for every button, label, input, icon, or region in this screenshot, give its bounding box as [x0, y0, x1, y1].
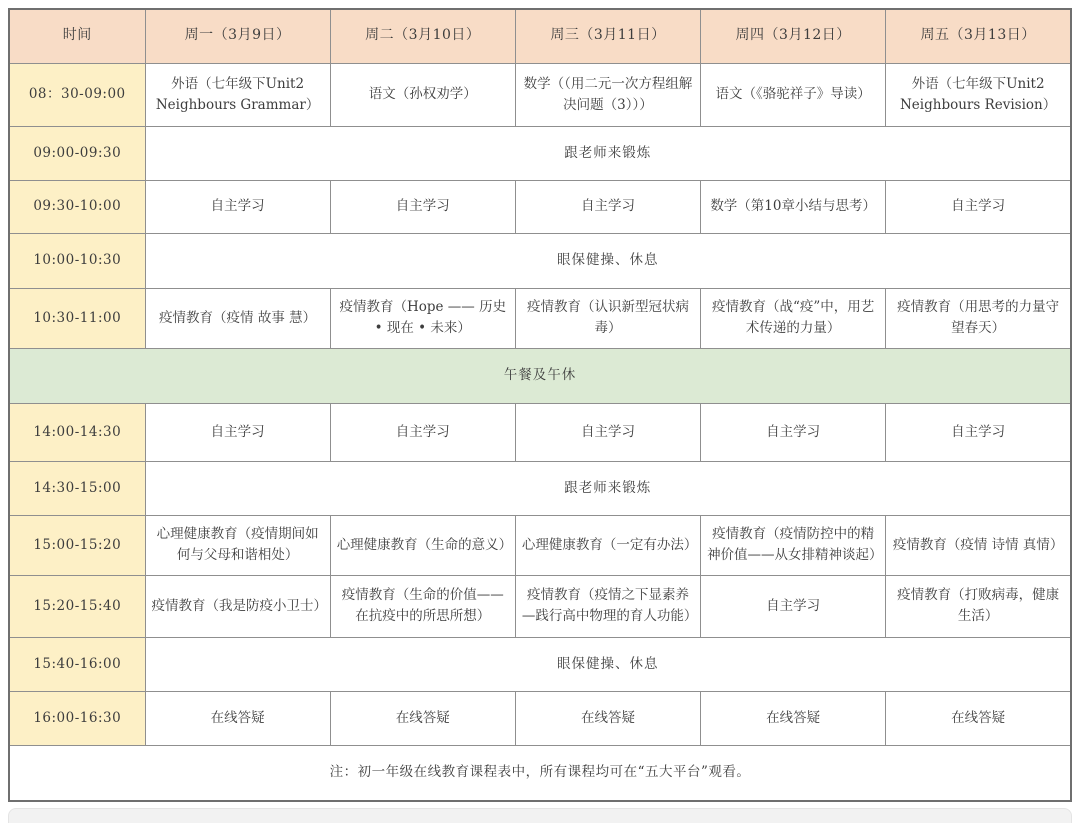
header-day-2: 周二（3月10日）: [330, 9, 515, 63]
course-cell: 自主学习: [330, 180, 515, 233]
time-cell: 10:30-11:00: [9, 288, 145, 348]
course-cell: 在线答疑: [886, 691, 1071, 745]
lunch-break-cell: 午餐及午休: [9, 348, 1071, 403]
course-cell: 自主学习: [886, 403, 1071, 461]
page-bottom-strip: [8, 808, 1072, 823]
schedule-table: [8, 8, 1072, 802]
time-cell: 14:30-15:00: [9, 461, 145, 515]
time-cell: 08：30-09:00: [9, 63, 145, 126]
course-cell: 心理健康教育（一定有办法）: [515, 515, 700, 575]
time-cell: 16:00-16:30: [9, 691, 145, 745]
course-cell: 外语（七年级下Unit2 Neighbours Grammar）: [145, 63, 330, 126]
header-row: [9, 9, 1071, 63]
table-row: [9, 691, 1071, 745]
course-cell: 在线答疑: [145, 691, 330, 745]
course-cell: 自主学习: [701, 575, 886, 637]
course-cell: 疫情教育（打败病毒，健康生活）: [886, 575, 1071, 637]
course-cell: 在线答疑: [515, 691, 700, 745]
course-cell: 语文（孙权劝学）: [330, 63, 515, 126]
course-cell: 心理健康教育（疫情期间如何与父母和谐相处）: [145, 515, 330, 575]
course-cell: 疫情教育（疫情之下显素养—践行高中物理的育人功能）: [515, 575, 700, 637]
activity-cell: 眼保健操、休息: [145, 233, 1071, 288]
time-cell: 09:00-09:30: [9, 126, 145, 180]
course-cell: 自主学习: [145, 403, 330, 461]
header-day-5: 周五（3月13日）: [886, 9, 1071, 63]
course-cell: 自主学习: [145, 180, 330, 233]
table-row: [9, 180, 1071, 233]
table-row: [9, 348, 1071, 403]
activity-cell: 眼保健操、休息: [145, 637, 1071, 691]
time-cell: 14:00-14:30: [9, 403, 145, 461]
course-cell: 疫情教育（Hope —— 历史 • 现在 • 未来）: [330, 288, 515, 348]
course-cell: 数学（第10章小结与思考）: [701, 180, 886, 233]
course-cell: 疫情教育（战“疫”中，用艺术传递的力量）: [701, 288, 886, 348]
course-cell: 疫情教育（用思考的力量守望春天）: [886, 288, 1071, 348]
course-cell: 在线答疑: [330, 691, 515, 745]
course-cell: 数学（（用二元一次方程组解决问题（3）））: [515, 63, 700, 126]
course-cell: 疫情教育（认识新型冠状病毒）: [515, 288, 700, 348]
course-cell: 自主学习: [886, 180, 1071, 233]
course-cell: 心理健康教育（生命的意义）: [330, 515, 515, 575]
header-day-1: 周一（3月9日）: [145, 9, 330, 63]
time-cell: 15:00-15:20: [9, 515, 145, 575]
course-cell: 疫情教育（我是防疫小卫士）: [145, 575, 330, 637]
table-row: [9, 63, 1071, 126]
time-cell: 10:00-10:30: [9, 233, 145, 288]
course-cell: 自主学习: [701, 403, 886, 461]
header-time: 时间: [9, 9, 145, 63]
table-row: [9, 637, 1071, 691]
course-cell: 疫情教育（疫情 故事 慧）: [145, 288, 330, 348]
table-row: [9, 403, 1071, 461]
time-cell: 09:30-10:00: [9, 180, 145, 233]
table-row: [9, 575, 1071, 637]
table-row: [9, 745, 1071, 801]
time-cell: 15:40-16:00: [9, 637, 145, 691]
course-cell: 语文（《骆驼祥子》导读）: [701, 63, 886, 126]
header-day-4: 周四（3月12日）: [701, 9, 886, 63]
course-cell: 自主学习: [330, 403, 515, 461]
course-cell: 外语（七年级下Unit2 Neighbours Revision）: [886, 63, 1071, 126]
table-row: [9, 461, 1071, 515]
header-day-3: 周三（3月11日）: [515, 9, 700, 63]
activity-cell: 跟老师来锻炼: [145, 461, 1071, 515]
time-cell: 15:20-15:40: [9, 575, 145, 637]
note-cell: 注：初一年级在线教育课程表中，所有课程均可在“五大平台”观看。: [9, 745, 1071, 801]
table-row: [9, 515, 1071, 575]
course-cell: 疫情教育（生命的价值——在抗疫中的所思所想）: [330, 575, 515, 637]
table-row: [9, 233, 1071, 288]
table-row: [9, 126, 1071, 180]
activity-cell: 跟老师来锻炼: [145, 126, 1071, 180]
table-row: [9, 288, 1071, 348]
course-cell: 自主学习: [515, 403, 700, 461]
course-cell: 在线答疑: [701, 691, 886, 745]
course-cell: 疫情教育（疫情防控中的精神价值——从女排精神谈起）: [701, 515, 886, 575]
course-cell: 自主学习: [515, 180, 700, 233]
course-cell: 疫情教育（疫情 诗情 真情）: [886, 515, 1071, 575]
